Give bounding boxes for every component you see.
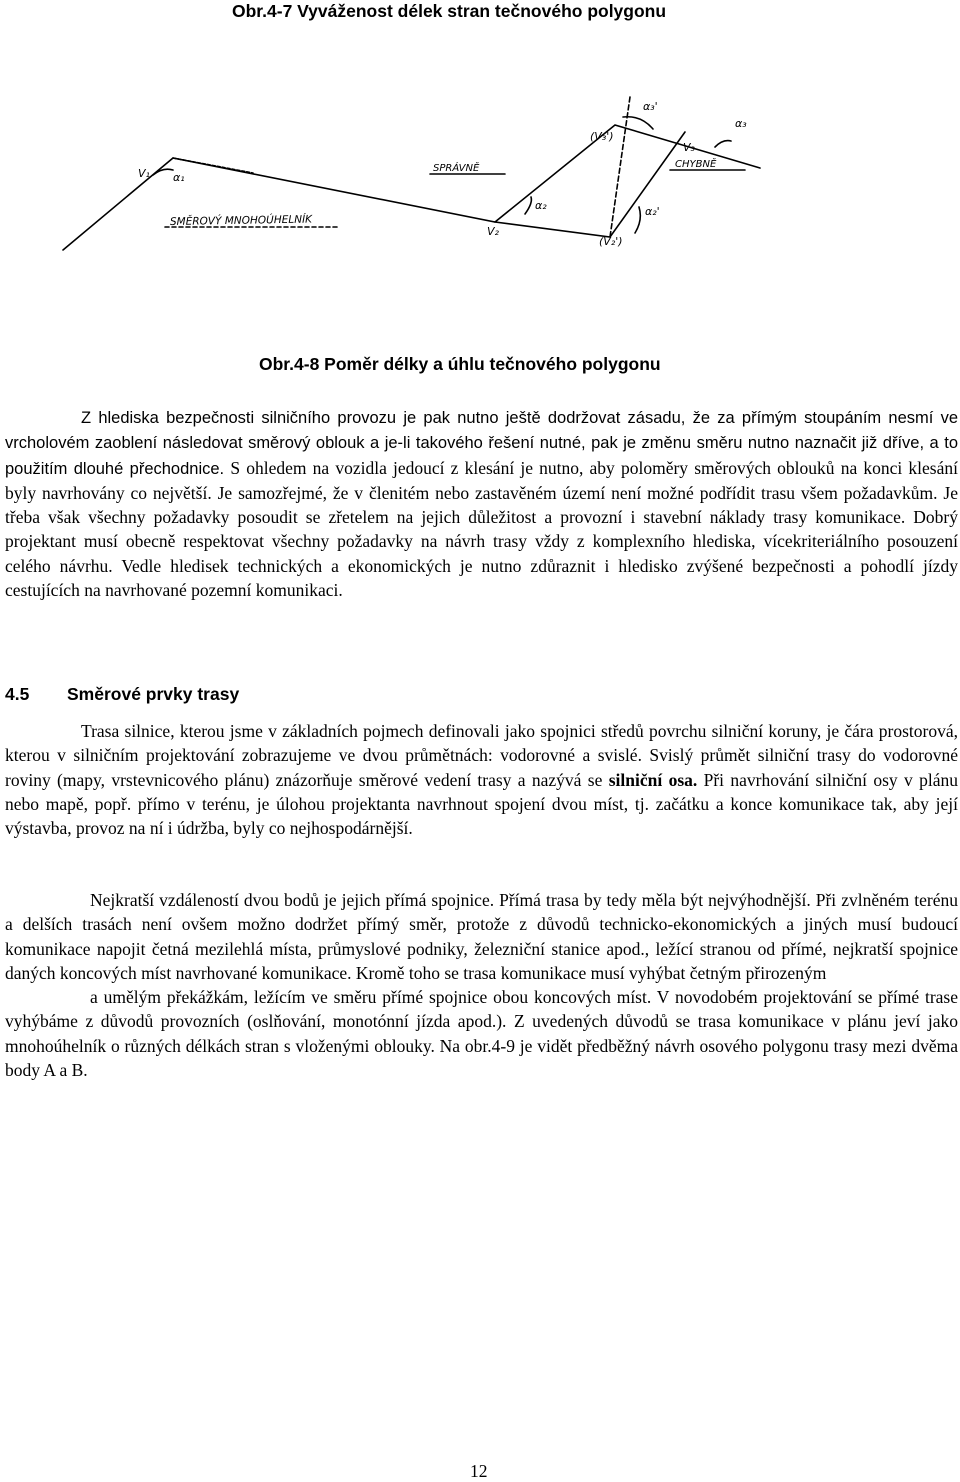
paragraph-shortest-distance <box>5 888 958 1082</box>
polygon-wrong-branch <box>495 132 685 237</box>
bold-term-road-axis: silniční osa. <box>608 769 698 790</box>
label-v2: V₂ <box>487 225 499 238</box>
auxiliary-vertical-line <box>610 97 630 237</box>
angle-arc-alpha3-alt <box>623 117 653 129</box>
section-heading <box>5 684 239 705</box>
label-v2-alt: (V₂') <box>599 235 623 248</box>
paragraph-safety <box>5 405 958 602</box>
label-alpha2-alt: α₂' <box>645 205 660 218</box>
polygon-main-line <box>63 125 760 250</box>
label-v3-alt: (V₃') <box>590 130 614 143</box>
label-polygon: SMĚROVÝ MNOHOÚHELNÍK <box>169 213 313 228</box>
angle-arc-alpha2 <box>525 197 531 214</box>
label-alpha3-alt: α₃' <box>643 100 658 113</box>
label-alpha1: α₁ <box>173 171 185 184</box>
paragraph-safety-rest: S ohledem na vozidla jedoucí z klesání je nutno, aby poloměry směrových oblouků na konci klesání byly navrhovány co největší. Je samozřejmé, že v členitém nebo zastavěném území není možné podřídit trasu všem požadavkům. Je třeba však všechny požadavky posoudit se zřetelem na jejich důležitost a provozní i stavební náklady trasy komunikace. Dobrý projektant musí obecně respektovat všechny požadavky na návrh trasy vždy z komplexního hlediska, vícekriteriálního posouzení celého návrhu. Vedle hledisek technických a ekonomických je nutno zdůraznit i hledisko zvýšené bezpečnosti a pohodlí jízdy cestujících na navrhované pozemní komunikaci. <box>5 457 958 601</box>
paragraph-route-axis-part1: Trasa silnice, kterou jsme v základních pojmech definovali jako spojnici středů povrchu silniční koruny, je čára prostorová, kterou v silničním projektování zobrazujeme ve dvou průmětnách: vodorovné a svislé. Svislý průmět silniční trasy do vodorovné roviny (mapy, vrstevnicového plánu) znázorňuje směrové vedení trasy a nazývá se <box>5 721 958 790</box>
label-straight: SPRÁVNĚ <box>433 163 480 174</box>
paragraph-shortest-part2: a umělým překážkám, ležícím ve směru přímé spojnice obou koncových míst. V novodobém projektování se přímé trase vyhýbáme z důvodů provozních (oslňování, monotónní jízda apod.). Z uvedených důvodů se trasa komunikace v plánu jeví jako mnohoúhelník o různých délkách stran s vloženými oblouky. Na obr.4-9 je vidět předběžný návrh osového polygonu trasy mezi dvěma body A a B. <box>5 987 958 1081</box>
paragraph-safety-start: Z hlediska bezpečnosti silničního provozu je pak nutno ještě dodržovat zásadu, že za přímým stoupáním nesmí ve vrcholovém zaoblení následovat směrový oblouk a je-li takového řešení nutné, pak je změnu směru nutno naznačit již dříve, a to použitím dlouhé přechodnice. <box>5 409 958 478</box>
paragraph-route-axis <box>5 719 958 840</box>
label-wrong: CHYBNĚ <box>675 159 717 170</box>
label-v1: V₁ <box>138 167 150 180</box>
page-number: 12 <box>470 1461 488 1481</box>
figure-caption-4-7: Obr.4-7 Vyváženost délek stran tečnového polygonu <box>232 1 667 21</box>
angle-arc-alpha1 <box>153 169 173 175</box>
section-number: 4.5 <box>5 684 30 704</box>
label-v3: V₃ <box>683 141 695 154</box>
paragraph-shortest-part1: Nejkratší vzdáleností dvou bodů je jejich přímá spojnice. Přímá trasa by tedy měla být nejvýhodnější. Při zvlněném terénu a delších trasách není ovšem možno dodržet přímý směr, protože z důvodů technicko-ekonomických a jiných musí budoucí komunikace napojit četná mezilehlá místa, průmyslové podniky, železniční stanice apod., ležící stranou od přímé, nejkratší spojnice daných koncových míst navrhované komunikace. Kromě toho se trasa komunikace musí vyhýbat četným přirozeným <box>5 890 958 983</box>
angle-arc-alpha2-alt <box>635 207 640 233</box>
tangent-polygon-sketch <box>55 85 775 275</box>
angle-arc-alpha3 <box>715 141 731 147</box>
label-alpha3: α₃ <box>735 117 747 130</box>
paragraph-route-axis-part2: Při navrhování silniční osy v plánu nebo mapě, popř. přímo v terénu, je úlohou projektanta navrhnout spojení dvou míst, tj. začátku a konce komunikace tak, aby její výstavba, provoz na ní i údržba, byly co nejhospodárnější. <box>5 769 958 839</box>
label-alpha2: α₂ <box>535 199 547 212</box>
figure-caption-4-8: Obr.4-8 Poměr délky a úhlu tečnového polygonu <box>259 354 661 374</box>
section-title: Směrové prvky trasy <box>67 684 240 704</box>
